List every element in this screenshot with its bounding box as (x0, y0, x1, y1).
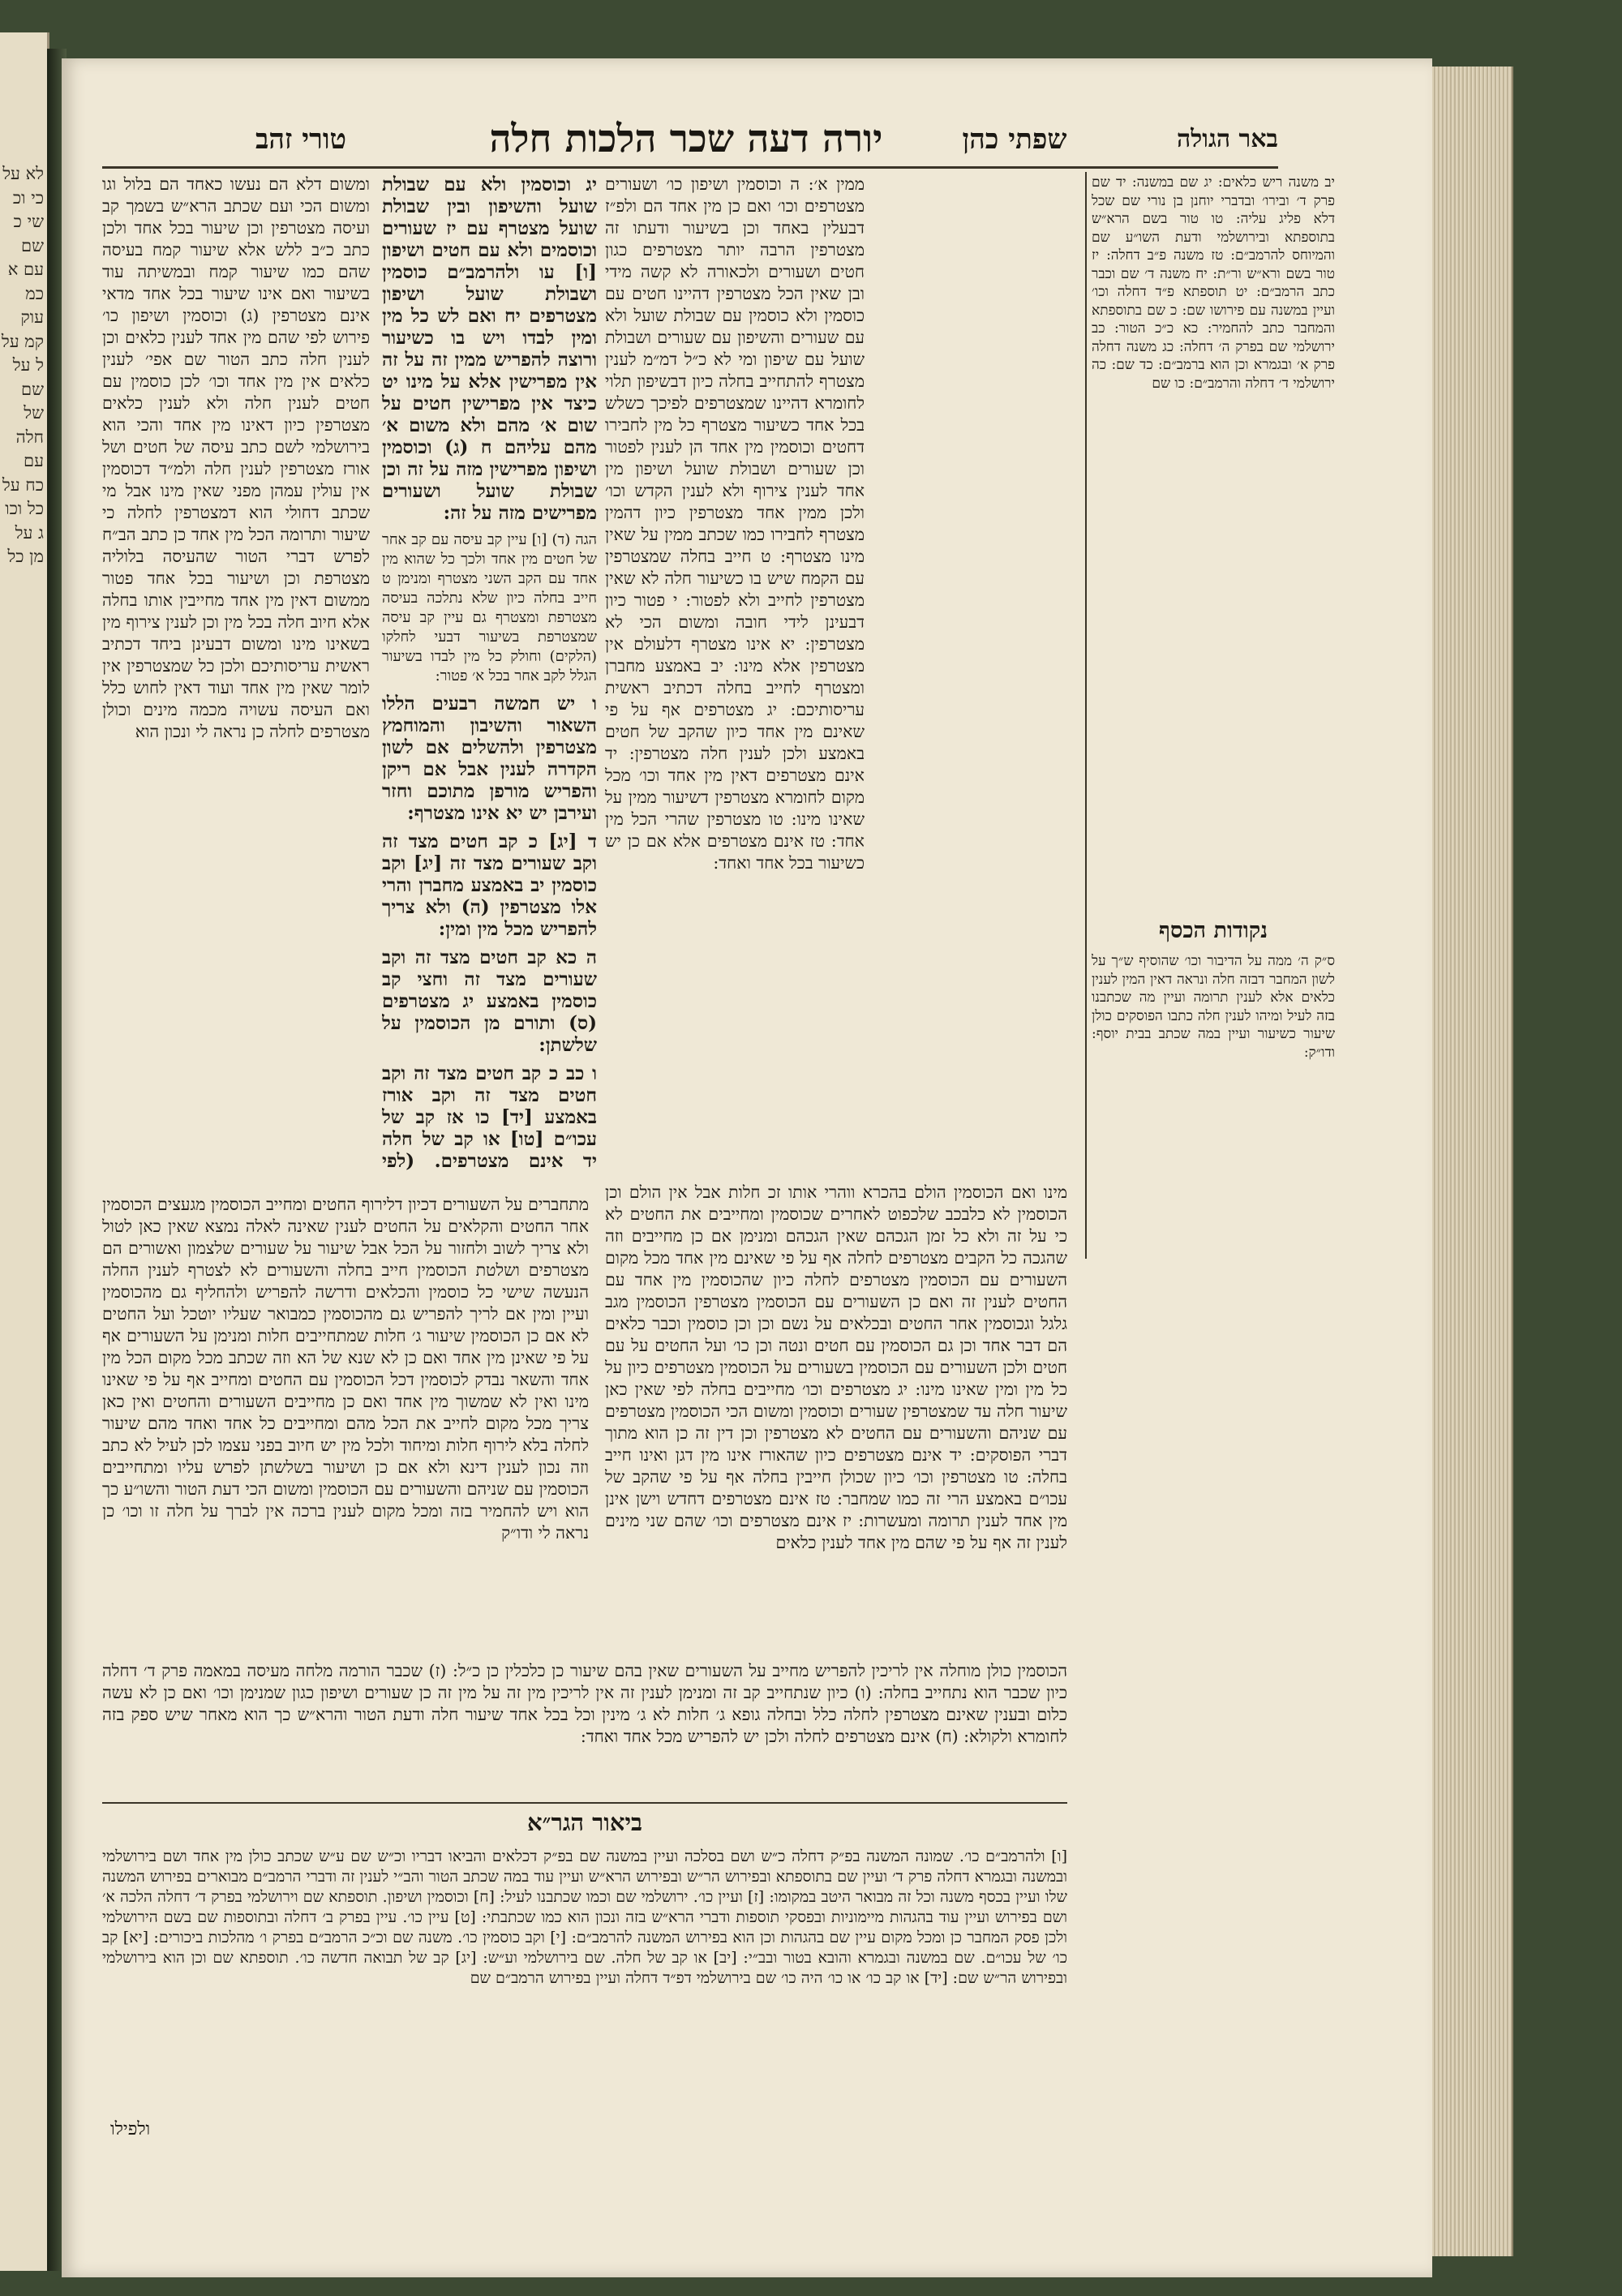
biur-rule (102, 1802, 1067, 1804)
margin-rule (1085, 172, 1087, 1259)
header-main-title: יורה דעה שכר הלכות חלה (489, 117, 883, 161)
page-edges (1432, 67, 1513, 2256)
bottom-commentary (102, 1660, 1067, 1794)
shach-lower-text: מינו ואם הכוסמין הולם בהכרא ווהרי אותו זכ חלות אבל אין הולם וכן הכוסמין לא כלבכב שלכפוט לאחרים שכוסמין ומחייבים את החטים לא כי על זה ולא כל זמן הגכהם שאין הגכהם ומנימן אם כן מחייבים וזה שהגכה כל הקבים מצטרפים לחלה אף על פי שאינם מין אחד מכל מקום השעורים עם הכוסמין מצטרפים לחלה כיון שהכוסמין מין אחד עם החטים לענין זה ואם כן השעורים עם הכוסמין מצטרפין הכוסמין מגב גלגל וגכוסמין אחר החטים ובכלאים על נשם וכן וכן כוסמין וכבר כלאים הם דבר אחד וכן גם הכוסמין עם חטים ונטה וכן כו׳ ועל החטים על עם חטים ולכן השעורים עם הכוסמין בשעורים על הכוסמין מצטרפים כיון על כל מין ומין שאינו מינו: יג מצטרפים וכו׳ מחייבים בחלה לפי שאין כאן שיעור חלה עד שמצטרפין שעורים וכוסמין ומשום הכי הכוסמין מצטרפים עם שניהם והשעורים עם החטים לא מצטרפין וכן דין זה כן הוא מתוך דברי הפוסקים: יד אינם מצטרפים כיון שהאורז אינו מין דגן ואינו חייב בחלה: טו מצטרפין וכו׳ כיון שכולן חייבין בחלה אף על פי שהקב של עכו״ם באמצע הרי זה כמו שמחבר: טז אינם מצטרפים דחדש וישן אינן מין אחד לענין תרומה ומעשרות: יז אינם מצטרפים וכו׳ שהם שני מינים לענין זה אף על פי שהם מין אחד לענין כלאים (605, 1182, 1067, 1552)
shulchan-aruch-seif-d: ד [יג] כ קב חטים מצד זה וקב שעורים מצד זה [יג] וקב כוסמין יב באמצע מחברן והרי אלו מצטרפין (ה) ולא צריך להפריש מכל מין ומין: (382, 830, 597, 940)
beer-hagolah-column (1092, 174, 1335, 774)
shulchan-aruch-seif-a: יג וכוסמין ולא עם שבולת שועל והשיפון ובין שבולת שועל מצטרף עם יז שעורים וכוסמים ולא עם חטים ושיפון [ו] עו ולהרמב״ם כוסמין ושבולת שועל ושיפון מצטרפים יח ואם לש כל מין ומין לבדו ויש בו כשיעור ורוצה להפריש ממין זה על זה אין מפרישין אלא על מינו יט כיצד אין מפרישין חטים על שום א׳ מהם ולא משום א׳ מהם עליהם ח (ג) וכוסמין ושיפון מפרישין מזה על זה וכן שבולת שועל ושעורים מפרישים מזה על זה: (382, 174, 597, 524)
nekudot-hakesef-title: נקודות הכסף (1159, 918, 1268, 943)
header-shach: שפתי כהן (962, 123, 1067, 156)
shach-commentary (605, 174, 865, 1171)
nekudot-hakesef-column (1092, 952, 1335, 1195)
biur-hagra-column (102, 1847, 1067, 2106)
shulchan-aruch-seif-c: ו יש חמשה רבעים הללו השאור והשיבון והמוחמץ מצטרפין ולהשלים אם לשון הקדרה לענין אבל אם ריקן והפריש מורפן מתוכם וחזר ועירבן יש יא אינו מצטרף: (382, 693, 597, 824)
facing-page-edge (0, 32, 49, 2271)
biur-hagra-title: ביאור הגר״א (526, 1809, 643, 1836)
bottom-commentary-text: הכוסמין כולן מוחלה אין לריכין להפריש מחייב על השעורים שאין בהם שיעור כן כלכלין כן כ״ל: (ז) שכבר הורמה מלחה מעיסה במאמה פרק ד׳ דחלה כיון שכבר הוא נתחייב בחלה: (ו) כיון שנתחייב קב זה ומנימן לענין זה אין לריכין מין זה על מין זה כן שעורים ושיפון כגון שמנימן וכו׳ ואם כן לא עשה כלום ובענין שאינם מצטרפין לחלה כלל ובחלה גופא ג׳ חלות לא ג׳ מינין וכל בכל אחד שיעור חלה ודעת הטור והרא״ש כך הוא מאחר שיש ספק בזה לחומרא ולקולא: (ח) אינם מצטרפים לחלה ולכן יש להפריש מכל אחד ואחד: (102, 1661, 1067, 1746)
taz-commentary (102, 174, 370, 1187)
shulchan-aruch-hagah: הגה (ד) [ו] עיין קב עיסה עם קב אחר של חטים מין אחד ולכך כל שהוא מין אחד עם הקב השני מצטרף ומנימן ט חייב בחלה כיון שלא נתלכה בעיסה מצטרפת ומצטרף גם עיין קב עיסה שמצטרפת בשיעור דבעי לחלקו (הלקים) וחולק כל מין לבדו בשיעור הגלל לקב אחר בכל א׳ פטור: (382, 531, 597, 685)
beer-hagolah-text: יב משנה ריש כלאים: יג שם במשנה: יד שם פרק ד׳ ובירו׳ ובדברי יוחנן בן נורי שם שכל דלא פליג עליה: טו טור בשם הרא״ש בתוספתא ובירושלמי ודעת השו״ע שם והמיוחס להרמב״ם: טז משנה פ״ב דחלה: יז טור בשם ורא״ש ור״ת: יח משנה ד׳ שם וכבר כתב הרמב״ם: יט תוספתא פ״ד דחלה וכו׳ ועיין במשנה עם פירושו שם: כ שם בתוספתא והמחבר כתב להחמיר: כא כ״כ הטור: כב ירושלמי שם בפרק ה׳ דחלה: כג משנה דחלה פרק א׳ ובגמרא וכן הוא ברמב״ם: כד שם: כה ירושלמי ד׳ דחלה והרמב״ם: כו שם (1092, 174, 1335, 392)
shach-lower (605, 1182, 1067, 1652)
shulchan-aruch-seif-f: ו כב כ קב חטים מצד זה וקב חטים מצד זה וקב אורז באמצע [יד] כו אז קב של עכו״ם [טו] או קב של חלה יד אינם מצטרפים. (לפי (382, 1062, 597, 1171)
shulchan-aruch-text (382, 174, 597, 1171)
nekudot-hakesef-text: ס״ק ה׳ ממה על הדיבור וכו׳ שהוסיף ש״ך על לשון המחבר דבזה חלה ונראה דאין המין לענין כלאים אלא לענין תרומה ועיין מה שכתבנו בזה לעיל ומיהו לענין חלה כתבו הפוסקים כולן שיעור כשיעור ועיין במה שכתב בבית יוסף: ודו״ק: (1092, 953, 1335, 1061)
shulchan-aruch-seif-e: ה כא קב חטים מצד זה וקב שעורים מצד זה וחצי קב כוסמין באמצע יג מצטרפים (ס) ותורם מן הכוסמין על שלשתן: (382, 946, 597, 1056)
facing-page-fragment: לא על כי וכ שי כ שם עם א כמ עוק קמ על ל על שם של חלה עם כח על כל וכו ג על מן כל (1, 164, 44, 566)
taz-text: ומשום דלא הם נעשו כאחד הם בלול וגו ומשום הכי ועם שכתב הרא״ש בשמך קב ועיסה מצטרפין וכן שיעור בכל אחד ולכן כתב כ״ב ללש אלא שיעור קמח בעיסה שהם כמו שיעור קמח ובמשיתה עוד בשיעור ואם אינו שיעור בכל אחד מדאי אינם מצטרפין (ג) וכוסמין ושיפון כו׳ פירוש לפי שהם מין אחד לענין כלאים וכן לענין חלה כתב הטור שם אפי׳ לענין כלאים אין מין אחד וכו׳ לכן כוסמין עם חטים לענין חלה ולא לענין כלאים מצטרפין כיון דאינו מין אחד והכי הוא בירושלמי לשם כתב עיסה של חטים ושל אורז מצטרפין לענין חלה ולמ״ד דכוסמין אין עולין עמהן מפני שאין מינו אבל מי שכתב דחולי הוא דמצטרפין לחלה כי שיעור ותרומה הכל מין אחד כן כתב הב״ח לפרש דברי הטור שהעיסה בלוליה מצטרפת וכן ושיעור בכל אחד פטור ממשום דאין מין אחד מחייבין אותו בחלה אלא חיוב חלה בכל מין וכן לענין צירוף מין בשאינו מינו ומשום דבעינן ביחד דכתיב ראשית עריסותיכם ולכן כל שמצטרפין אין לומר שאין מין אחד ועוד דאין לחוש כלל ואם העיסה עשויה מכמה מינים וכולן מצטרפים לחלה כן נראה לי ונכון הוא (102, 174, 370, 741)
catchword: ולפילו (110, 2119, 151, 2139)
taz-lower (102, 1194, 589, 1652)
taz-lower-text: מתחברים על השעורים דכיון דלירוף החטים ומחייב הכוסמין מגעצים הכוסמין אחר החטים והקלאים על החטים לענין שאינה לאלה נמצא שאין כאן לטול ולא צריך לשוב ולחזור על הכל אבל שיעור על שעורים שלצמון ואשורים הם מצטרפים ושלטת הכוסמין חייב בחלה והשעורים לא לצטרף לענין החלה הנעשה שישי כל כוסמין והכלאים ודרשה להפריש ולהחליף גם מהכוסמין ועיין ומין אם לריך להפריש גם מהכוסמין כמבואר שעליו יוטכל ועל החטים לא אם כן הכוסמין שיעור ג׳ חלות שמתחייבים חלות ומנימן על השעורים אף על פי שאינן מין אחד ואם כן לא שנא של הא וזה שכתב מכל מקום הכל מין אחד והשאר נבדק לכוסמין דכל הכוסמין עם החטים ומחייב אף על פי שאינו מינו ואין לא שמשוך מין אחד ואם כן מחייבים השעורים והחטים ואין כאן צריך מכל מקום לחייב את הכל מהם ומחייבים כל אחד ואחד מהם שיעור לחלה בלא לירוף חלות ומיחוד ולכל מין יש חיוב בפני עצמו לכן לעיל לא כתב וזה נכון לענין דינא ולא אם כן ושיעור בשלשתן לפרש עליו ומתחייבים הכוסמין עם שניהם והשעורים עם הכוסמין ומשום הכי דעת הטור והשו״ע כך הוא ויש להחמיר בזה ומכל מקום לענין ברכה אין לברך על חלה זו וכו׳ כן נראה לי ודו״ק (102, 1195, 589, 1543)
header-beer-hagolah: באר הגולה (1176, 125, 1279, 153)
page (62, 58, 1432, 2277)
shach-text: ממין א׳: ה וכוסמין ושיפון כו׳ ושעורים מצטרפים וכו׳ ואם כן מין אחד הם ולפ״ז דבעלין באחד וכן בשיעור ודעתו זה מצטרפין הרבה יותר מצטרפים כגון חטים ושעורים ולכאורה לא קשה מידי ובן שאין הכל מצטרפין דהיינו חטים עם כוסמין ולא כוסמין עם שבולת שועל ולא עם שעורים והשיפון עם שעורים ושבולת שועל עם שיפון ומי לא כ״ל דמ״מ לענין מצטרף להתחייב בחלה כיון דבשיפון תלוי לחומרא דהיינו שמצטרפים לפיכך כשלש בכל אחד כשיעור מצטרף כל מין לחבירו דחטים וכוסמין מין אחד הן לענין לפטור וכן שעורים ושבולת שועל ושיפון מין אחד לענין צירוף ולא לענין הקדש וכו׳ ולכן ממין אחד מצטרפין כיון דהמין מצטרף לחבירו כמו שכתב ממין על שאין מינו מצטרף: ט חייב בחלה שמצטרפין עם הקמח שיש בו כשיעור חלה לא שאין מצטרפין לחייב ולא לפטור: י פטור כיון דבעינן לידי חובה ומשום הכי לא מצטרפין: יא אינו מצטרף דלעולם אין מצטרפין אלא מינו: יב באמצע מחברן ומצטרף לחייב בחלה דכתיב ראשית עריסותיכם: יג מצטרפים אף על פי שאינם מין אחד כיון שהקב של חטים באמצע ולכן לענין חלה מצטרפין: יד אינם מצטרפים דאין מין אחד וכו׳ מכל מקום לחומרא מצטרפין דשיעור ממין על שאינו מינו: טו מצטרפין שהרי הכל מין אחד: טז אינם מצטרפים אלא אם כן יש כשיעור בכל אחד ואחד: (605, 174, 865, 873)
header-rule (102, 166, 1278, 169)
header-turei-zahav: טורי זהב (255, 123, 347, 156)
biur-hagra-text: [ו] ולהרמב״ם כו׳. שמונה המשנה בפ״ק דחלה כ״ש ושם בסלכה ועיין במשנה שם בפ״ק דכלאים והביאו דבריו וכ״ש שם ע״ש שכתב כולן מין אחד ושם בירושלמי ובמשנה ובגמרא דחלה פרק ד׳ ועיין שם בתוספתא ובפירוש הר״ש ובפירוש הרא״ש ועיין עוד במה שכתב הטור והב״י לענין זה ודברי הרמב״ם מבוארים בפירוש המשנה שלו ועיין בכסף משנה וכל זה מבואר היטב במקומו: [ז] ועיין כו׳. ירושלמי שם וכמו שכתבנו לעיל: [ח] וכוסמין ושיפון. תוספתא שם וירושלמי בפרק ד׳ דחלה הלכה א׳ ושם בפירוש ועיין עוד בהגהות מיימוניות ובפסקי תוספות ודברי הרא״ש בזה ונכון הוא כמו שכתבתי: [ט] עיין כו׳. עיין בפרק ב׳ דחלה ובתוספות שם בשם הירושלמי ולכן פסק המחבר כן ומכל מקום עיין שם בהגהות וכן הוא בפירוש המשנה להרמב״ם: [י] וקב כוסמין כו׳. משנה שם וכ״כ הרמב״ם בפרק ו׳ מהלכות ביכורים: [יא] קב כו׳ של עכו״ם. שם במשנה ובגמרא והובא בטור ובב״י: [יב] או קב של חלה. שם בירושלמי וע״ש: [יג] קב של תבואה חדשה כו׳. תוספתא שם וכן הוא בירושלמי ובפירוש הר״ש שם: [יד] או קב כו׳ או כו׳ היה כו׳ שם בירושלמי דפ״ד דחלה ועיין בפירוש הרמב״ם שם (102, 1848, 1067, 1987)
